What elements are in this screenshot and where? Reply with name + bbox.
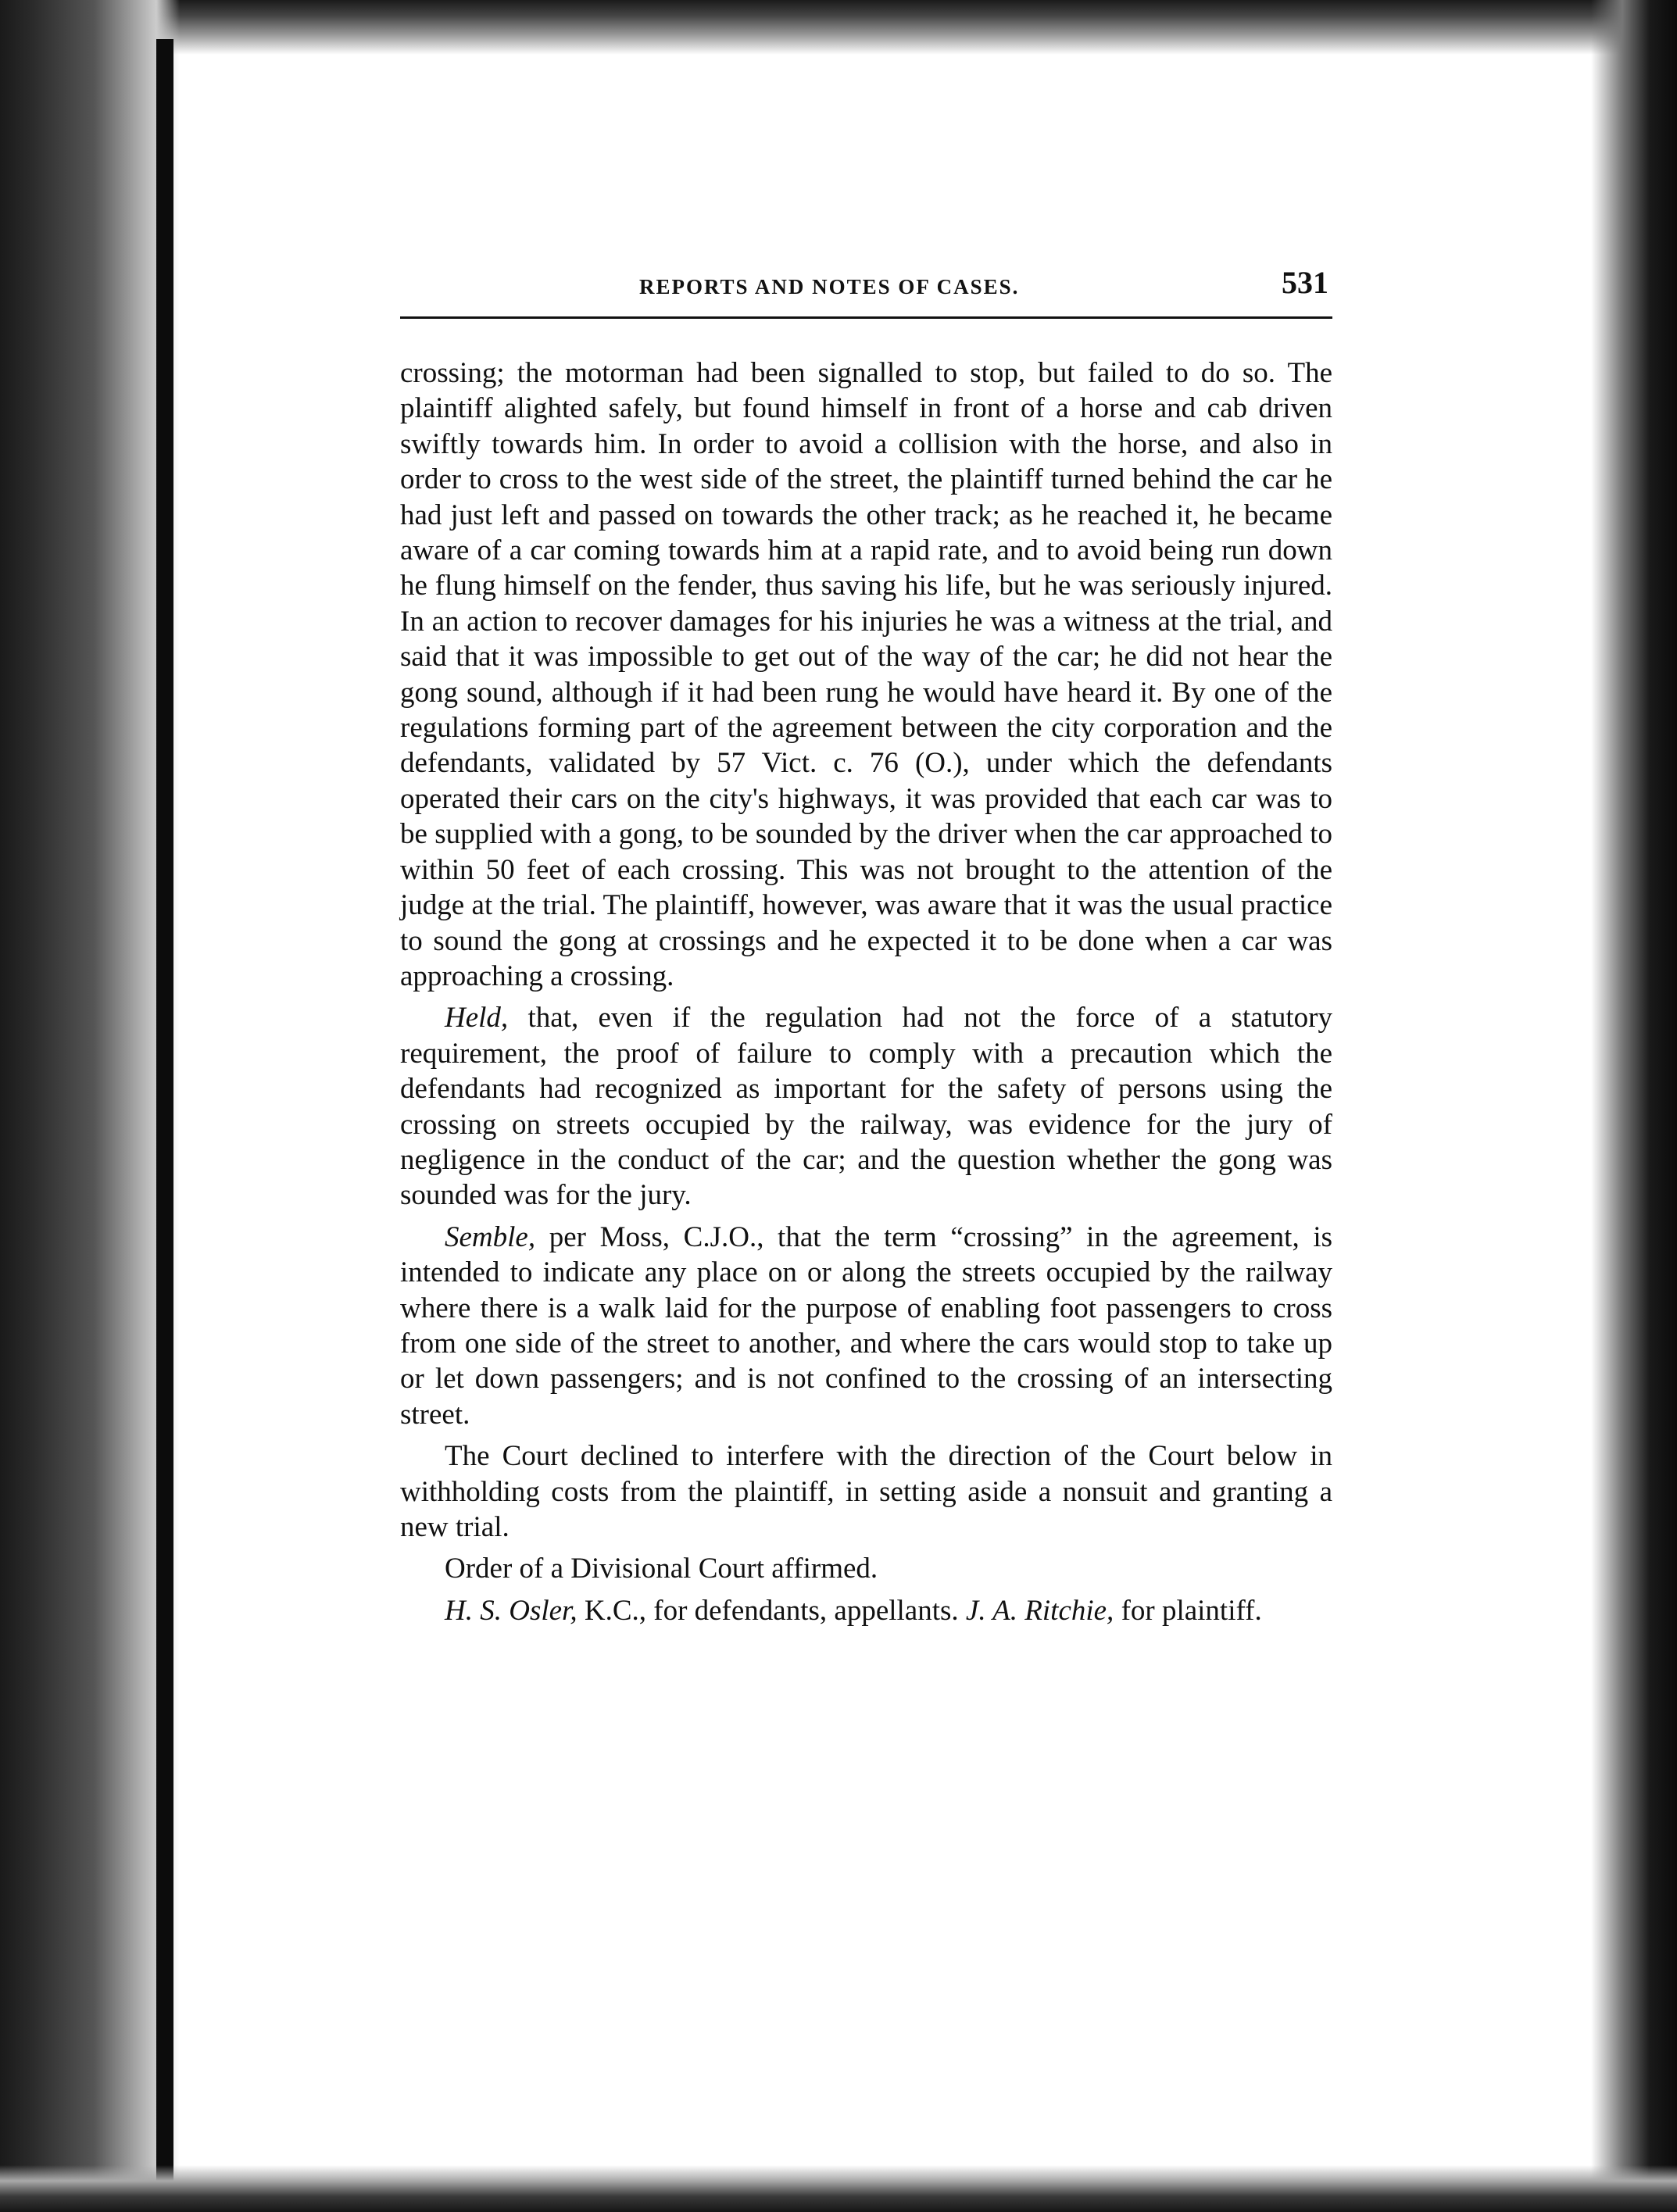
paragraph-text: The Court declined to interfere with the direction of the Court below in withholding costs from the plaintiff, in setting aside a nonsuit and granting a new trial. (400, 1440, 1332, 1543)
header-rule (400, 316, 1332, 319)
respondent-counsel-role: for plaintiff. (1114, 1594, 1262, 1627)
scan-binding-shadow (156, 39, 173, 2196)
appellant-counsel-name: H. S. Osler, (445, 1594, 577, 1627)
page-header (391, 264, 1336, 311)
semble-paragraph (400, 1220, 1332, 1432)
paragraph-text: that, even if the regulation had not the force of a statutory requirement, the proof of failure to comply with a precaution which the defendants had recognized as important for the safety of persons using the crossing on streets occupied by the railway, was evidence for the jury of negligence in the conduct of the car; and the question whether the gong was sounded was for the jury. (400, 1002, 1332, 1212)
appellant-counsel-role: K.C., for defendants, appellants. (577, 1594, 966, 1627)
scan-edge-bottom (0, 2165, 1677, 2212)
paragraph-text: crossing; the motorman had been signalled to stop, but failed to do so. The plaintiff alighted safely, but found himself in front of a horse and cab driven swiftly towards him. In order to avoid a collision with the horse, and also in order to cross to the west side of the street, the plaintiff turned behind the car he had just left and passed on towards the other track; as he reached it, he became aware of a car coming towards him at a rapid rate, and to avoid being run down he flung himself on the fender, thus saving his life, but he was seriously injured. In an action to recover damages for his injuries he was a witness at the trial, and said that it was impossible to get out of the way of the car; he did not hear the gong sound, although if it had been rung he would have heard it. By one of the regulations forming part of the agreement between the city corporation and the defendants, validated by 57 Vict. c. 76 (O.), under which the defendants operated their cars on the city's highways, it was provided that each car was to be supplied with a gong, to be sounded by the driver when the car approached to within 50 feet of each crossing. This was not brought to the attention of the judge at the trial. The plaintiff, however, was aware that it was the usual practice to sound the gong at crossings and he expected it to be done when a car was approaching a crossing. (400, 357, 1332, 992)
case-body (400, 356, 1332, 1635)
costs-paragraph (400, 1438, 1332, 1545)
page-number: 531 (1282, 265, 1328, 300)
paragraph-text: Order of a Divisional Court affirmed. (445, 1553, 878, 1585)
scan-edge-top (0, 0, 1677, 55)
held-paragraph (400, 1000, 1332, 1213)
running-head: REPORTS AND NOTES OF CASES. (639, 275, 1020, 298)
facts-paragraph (400, 356, 1332, 994)
semble-label: Semble, (445, 1220, 536, 1253)
order-paragraph (400, 1551, 1332, 1586)
scan-edge-right (1591, 0, 1677, 2212)
paragraph-text: per Moss, C.J.O., that the term “crossing” in the agreement, is intended to indicate any place on or along the streets occupied by the railway where there is a walk laid for the purpose of enabling foot passengers to cross from one side of the street to another, and where the cars would stop to take up or let down passengers; and is not confined to the crossing of an intersecting street. (400, 1220, 1332, 1431)
scan-edge-left (0, 0, 180, 2212)
held-label: Held, (445, 1002, 509, 1035)
respondent-counsel-name: J. A. Ritchie, (965, 1594, 1114, 1627)
counsel-paragraph (400, 1593, 1332, 1628)
